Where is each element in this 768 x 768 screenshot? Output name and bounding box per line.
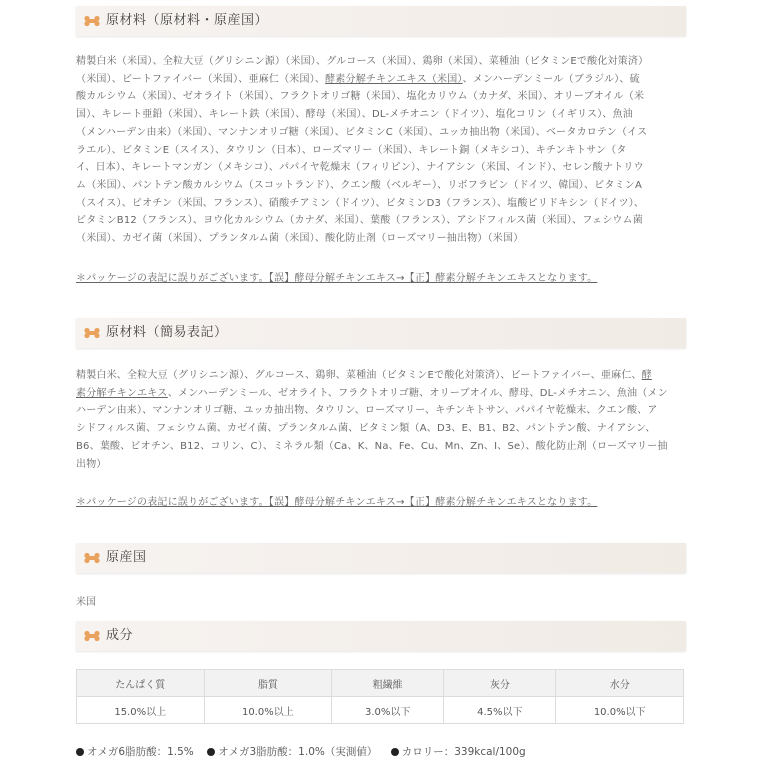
package-error-note: ＊パッケージの表記に誤りがございます。【誤】酵母分解チキンエキス→【正】酵素分解チキンエキスとなります。 xyxy=(76,273,598,284)
text-line: ハーデン由来）、マンナンオリゴ糖、ユッカ抽出物、タウリン、ローズマリー、キチンキトサン、パパイヤ乾燥末、クエン酸、ア xyxy=(76,405,658,417)
text-line: （米国）、カゼイ菌（米国）、プランタルム菌（米国）、酸化防止剤（ローズマリー抽出物）（米国） xyxy=(76,233,524,245)
text-line: 出物） xyxy=(76,458,107,470)
text-line: B6、葉酸、ビオチン、B12、コリン、C）、ミネラル類（Ca、K、Na、Fe、Cu、Mn、Zn、I、Se）、酸化防止剤（ローズマリー抽 xyxy=(76,440,668,452)
list-item xyxy=(391,746,526,758)
section-header-composition xyxy=(76,621,686,651)
text-line: 精製白米（米国）、全粒大豆（グリシニン源）（米国）、グルコース（米国）、鶏卵（米国）、菜種油（ビタミンEで酸化対策済） xyxy=(76,56,649,67)
calorie-text: カロリー：339kcal/100g xyxy=(401,746,526,758)
text-line: 酸カルシウム（米国）、ゼオライト（米国）、フラクトオリゴ糖（米国）、塩化カリウム（カナダ、米国）、オリーブオイル（米 xyxy=(76,91,645,103)
cell-moisture: 10.0%以下 xyxy=(556,697,684,724)
column-header-ash: 灰分 xyxy=(444,670,556,697)
bullet-icon xyxy=(76,748,84,756)
text-line: 精製白米、全粒大豆（グリシニン源）、グルコース、鶏卵、菜種油（ビタミンEで酸化対策済）、ビートファイバー、亜麻仁、 xyxy=(76,370,642,381)
section-title: 原産国 xyxy=(106,550,147,565)
bone-icon xyxy=(84,630,100,642)
section-title: 原材料（原材料・原産国） xyxy=(106,13,269,28)
omega3-text: オメガ3脂肪酸：1.0%（実測値） xyxy=(218,746,378,758)
bone-icon xyxy=(84,327,100,339)
section-header-ingredients-full xyxy=(76,6,686,36)
highlighted-ingredient: 素分解チキンエキス xyxy=(76,387,168,399)
extra-nutrition-list xyxy=(76,744,536,759)
text-line: シドフィルス菌、フェシウム菌、カゼイ菌、プランタルム菌、ビタミン類（A、D3、E、B1、B2、パントテン酸、ナイアシン、 xyxy=(76,423,656,435)
list-item xyxy=(76,746,194,758)
highlighted-ingredient: 酵 xyxy=(641,370,652,381)
table-row xyxy=(77,697,684,724)
cell-protein: 15.0%以上 xyxy=(77,697,205,724)
origin-value: 米国 xyxy=(76,597,96,608)
bullet-icon xyxy=(207,748,215,756)
section-title: 成分 xyxy=(106,628,134,643)
text-line: イ、日本）、キレートマンガン（メキシコ）、パパイヤ乾燥末（フィリピン）、ナイアシン（米国、インド）、セレン酸ナトリウ xyxy=(76,162,644,174)
bone-icon xyxy=(84,15,100,27)
text-line: ラエル）、ビタミンE（スイス）、タウリン（日本）、ローズマリー（米国）、キレート銅（メキシコ）、キチンキトサン（タ xyxy=(76,144,627,156)
ingredients-full-text xyxy=(76,53,682,248)
column-header-fiber: 粗繊維 xyxy=(332,670,444,697)
cell-ash: 4.5%以下 xyxy=(444,697,556,724)
text-line: ビタミンB12（フランス）、ヨウ化カルシウム（カナダ、米国）、葉酸（フランス）、アシドフィルス菌（米国）、フェシウム菌 xyxy=(76,215,643,227)
table-header-row xyxy=(77,670,684,697)
text-line: （スイス）、ビオチン（米国、フランス）、硝酸チアミン（ドイツ）、ビタミンD3（フランス）、塩酸ピリドキシン（ドイツ）、 xyxy=(76,197,645,209)
text-line: （米国）、ビートファイバー（米国）、亜麻仁（米国）、 xyxy=(76,73,326,85)
section-header-ingredients-simple xyxy=(76,318,686,348)
bullet-icon xyxy=(391,748,399,756)
column-header-moisture: 水分 xyxy=(556,670,684,697)
text-line: 、メンハーデンミール、ゼオライト、フラクトオリゴ糖、オリーブオイル、酵母、DL-メチオニン、魚油（メン xyxy=(167,387,668,399)
ingredients-simple-text xyxy=(76,367,682,473)
section-title: 原材料（簡易表記） xyxy=(106,325,228,340)
package-error-note: ＊パッケージの表記に誤りがございます。【誤】酵母分解チキンエキス→【正】酵素分解チキンエキスとなります。 xyxy=(76,497,598,508)
text-line: 、メンハーデンミール（ブラジル）、硫 xyxy=(462,73,640,85)
text-line: （メンハーデン由来）（米国）、マンナンオリゴ糖（米国）、ビタミンC（米国）、ユッカ抽出物（米国）、ベータカロテン（イス xyxy=(76,126,648,138)
list-item xyxy=(207,746,377,758)
column-header-fat: 脂質 xyxy=(204,670,332,697)
cell-fat: 10.0%以上 xyxy=(204,697,332,724)
column-header-protein: たんぱく質 xyxy=(77,670,205,697)
text-line: 国）、キレート亜鉛（米国）、キレート鉄（米国）、酵母（米国）、DL-メチオニン（ドイツ）、塩化コリン（イギリス）、魚油 xyxy=(76,109,634,121)
composition-table xyxy=(76,669,684,724)
text-line: ム（米国）、パントテン酸カルシウム（スコットランド）、クエン酸（ベルギー）、リボフラビン（ドイツ、韓国）、ビタミンA xyxy=(76,179,642,191)
bone-icon xyxy=(84,552,100,564)
cell-fiber: 3.0%以下 xyxy=(332,697,444,724)
highlighted-ingredient: 酵素分解チキンエキス（米国） xyxy=(325,73,463,85)
omega6-text: オメガ6脂肪酸：1.5% xyxy=(87,746,194,758)
section-header-origin xyxy=(76,543,686,573)
